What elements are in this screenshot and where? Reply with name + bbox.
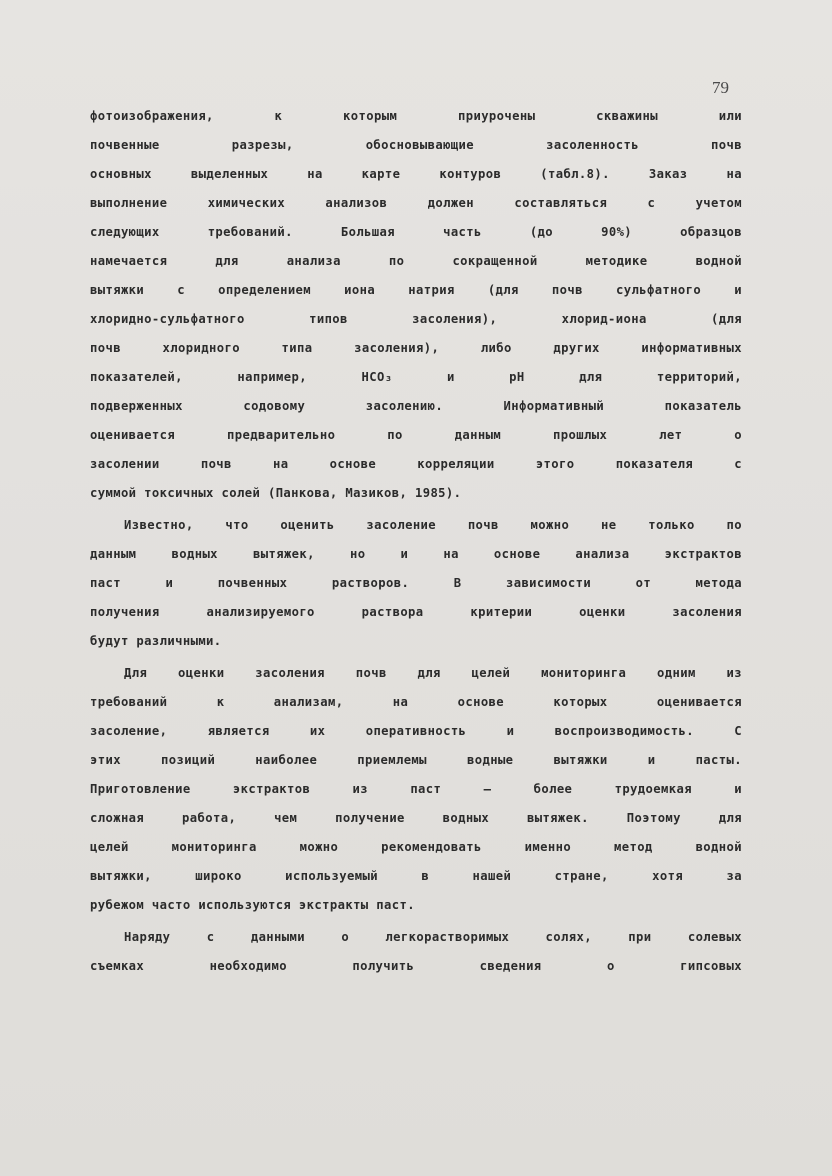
text-line: фотоизображения, к которым приурочены скважины или (90, 109, 742, 123)
text-line: следующих требований. Большая часть (до 90%) образцов (90, 225, 742, 239)
text-line: Известно, что оценить засоление почв можно не только по (124, 518, 742, 532)
page-number: 79 (712, 78, 729, 97)
text-line: Наряду с данными о легкорастворимых солях, при солевых (124, 930, 742, 944)
text-line: этих позиций наиболее приемлемы водные вытяжки и пасты. (90, 753, 742, 767)
text-line: засоление, является их оперативность и воспроизводимость. С (90, 724, 742, 738)
paragraph (90, 923, 742, 981)
text-line: выполнение химических анализов должен составляться с учетом (90, 196, 742, 210)
text-line: сложная работа, чем получение водных вытяжек. Поэтому для (90, 811, 742, 825)
text-line: основных выделенных на карте контуров (табл.8). Заказ на (90, 167, 742, 181)
text-line: съемках необходимо получить сведения о гипсовых (90, 959, 742, 973)
text-line: почвенные разрезы, обосновывающие засоленность почв (90, 138, 742, 152)
text-line: показателей, например, HCO₃ и pH для территорий, (90, 370, 742, 384)
text-line: суммой токсичных солей (Панкова, Мазиков, 1985). (90, 486, 462, 500)
paragraph (90, 511, 742, 656)
text-line: паст и почвенных растворов. В зависимости от метода (90, 576, 742, 590)
body-text (90, 102, 742, 981)
text-line: требований к анализам, на основе которых оценивается (90, 695, 742, 709)
text-line: рубежом часто используются экстракты паст. (90, 898, 415, 912)
text-line: засолении почв на основе корреляции этого показателя с (90, 457, 742, 471)
paragraph (90, 659, 742, 920)
text-line: оценивается предварительно по данным прошлых лет о (90, 428, 742, 442)
text-line: данным водных вытяжек, но и на основе анализа экстрактов (90, 547, 742, 561)
text-line: будут различными. (90, 634, 222, 648)
text-line: целей мониторинга можно рекомендовать именно метод водной (90, 840, 742, 854)
text-line: вытяжки с определением иона натрия (для почв сульфатного и (90, 283, 742, 297)
text-line: хлоридно-сульфатного типов засоления), хлорид-иона (для (90, 312, 742, 326)
text-line: почв хлоридного типа засоления), либо других информативных (90, 341, 742, 355)
paragraph (90, 102, 742, 508)
text-line: намечается для анализа по сокращенной методике водной (90, 254, 742, 268)
text-line: получения анализируемого раствора критерии оценки засоления (90, 605, 742, 619)
text-line: Приготовление экстрактов из паст — более трудоемкая и (90, 782, 742, 796)
text-line: вытяжки, широко используемый в нашей стране, хотя за (90, 869, 742, 883)
text-line: подверженных содовому засолению. Информативный показатель (90, 399, 742, 413)
text-line: Для оценки засоления почв для целей мониторинга одним из (124, 666, 742, 680)
